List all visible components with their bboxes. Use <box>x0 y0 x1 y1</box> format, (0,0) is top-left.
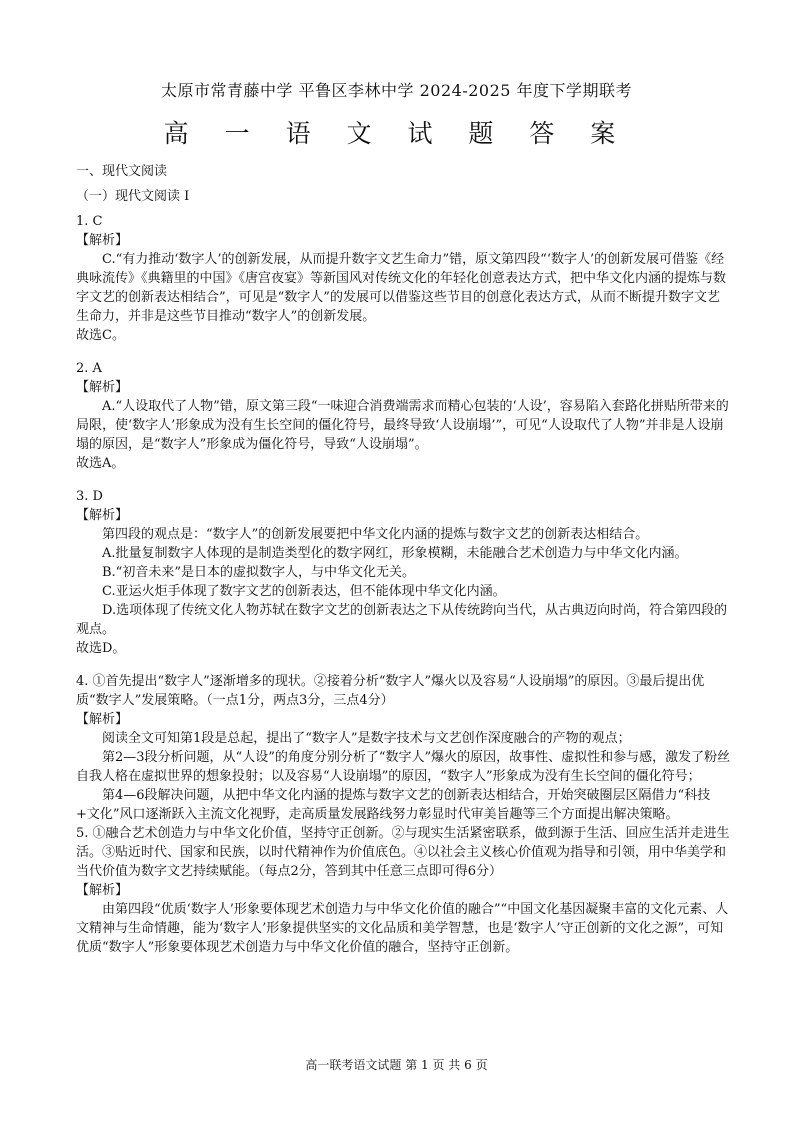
q1-analysis-label: 【解析】 <box>76 233 129 248</box>
q5-answer: 5. ①融合艺术创造力与中华文化价值，坚持守正创新。②与现实生活紧密联系，做到源于生活、回应生活并走进生活。③贴近时代、国家和民族，以时代精神作为价值底色。④以社会主义核心价值观为指导和引领，用中华美学和当代价值为数字文艺持续赋能。（每点2分，答到其中任意三点即可得6分） <box>76 826 730 879</box>
q1-conclusion: 故选C。 <box>76 328 125 343</box>
school-line: 太原市常青藤中学 平鲁区李林中学 2024-2025 年度下学期联考 <box>160 81 633 100</box>
q3-lead: 第四段的观点是：“数字人”的创新发展要把中华文化内涵的提炼与数字文艺的创新表达相结合。 <box>102 527 649 542</box>
q1-answer: 1. C <box>76 214 103 229</box>
page-title: 高 一 语 文 试 题 答 案 <box>163 119 630 148</box>
q4-analysis-label: 【解析】 <box>76 712 129 727</box>
q3-option-c: C.亚运火炬手体现了数字文艺的创新表达，但不能体现中华文化内涵。 <box>102 584 506 599</box>
q4-analysis-para-3: 第4—6段解决问题，从把中华文化内涵的提炼与数字文艺的创新表达相结合，开始突破圈层区隔借力“科技+文化”风口逐渐跃入主流文化视野，走高质量发展路线努力彰显时代审美旨趣等三个方面提出解决策略。 <box>76 788 711 822</box>
q5-analysis: 由第四段“优质‘数字人’形象要体现艺术创造力与中华文化价值的融合”“中国文化基因凝聚丰富的文化元素、人文精神与生命情趣，能为‘数字人’形象提供坚实的文化品质和美学智慧，也是‘数字人’守正创新的文化之源”，可知优质“数字人”形象要体现艺术创造力与中华文化价值的融合，坚持守正创新。 <box>76 902 729 955</box>
q3-answer: 3. D <box>76 489 103 504</box>
q4-analysis-para-1: 阅读全文可知第1段是总起，提出了“数字人”是数字技术与文艺创作深度融合的产物的观点； <box>102 731 631 746</box>
answer-content <box>76 162 732 957</box>
q3-analysis-label: 【解析】 <box>76 508 129 523</box>
q2-answer: 2. A <box>76 361 102 376</box>
q2-analysis-label: 【解析】 <box>76 380 129 395</box>
q2-conclusion: 故选A。 <box>76 456 125 471</box>
q1-analysis: C.“有力推动‘数字人’的创新发展，从而提升数字文艺生命力”错，原文第四段“‘数字人’的创新发展可借鉴《经典咏流传》《典籍里的中国》《唐宫夜宴》等新国风对传统文化的年轻化创意表达方式，把中华文化内涵的提炼与数字文艺的创新表达相结合”，可见是“数字人”的发展可以借鉴这些节目的创意化表达方式，从而不断提升数字文艺生命力，并非是这些节目推动“数字人”的创新发展。 <box>76 252 727 324</box>
q2-analysis: A.“人设取代了人物”错，原文第三段“一味迎合消费端需求而精心包装的‘人设’，容易陷入套路化拼贴所带来的局限，使‘数字人’形象成为没有生长空间的僵化符号，最终导致‘人设崩塌’”，可见“人设取代了人物”并非是人设崩塌的原因，是“数字人”形象成为僵化符号，导致“人设崩塌”。 <box>76 399 729 452</box>
q3-option-d: D.选项体现了传统文化人物苏轼在数字文艺的创新表达之下从传统跨向当代，从古典迈向时尚，符合第四段的观点。 <box>76 603 728 637</box>
q4-answer: 4. ①首先提出“数字人”逐渐增多的现状。②接着分析“数字人”爆火以及容易“人设崩塌”的原因。③最后提出优质“数字人”发展策略。（一点1分，两点3分，三点4分） <box>76 674 705 708</box>
q5-analysis-label: 【解析】 <box>76 883 129 898</box>
section-subheading: （一）现代文阅读 I <box>76 189 190 204</box>
q3-conclusion: 故选D。 <box>76 641 126 656</box>
section-heading: 一、现代文阅读 <box>76 164 168 179</box>
q3-option-b: B.“初音未来”是日本的虚拟数字人，与中华文化无关。 <box>102 565 415 580</box>
page-footer: 高一联考语文试题 第 1 页 共 6 页 <box>305 1058 488 1072</box>
q3-option-a: A.批量复制数字人体现的是制造类型化的数字网红，形象模糊，未能融合艺术创造力与中华文化内涵。 <box>102 546 688 561</box>
q4-analysis-para-2: 第2—3段分析问题，从“人设”的角度分别分析了“数字人”爆火的原因，故事性、虚拟性和参与感，激发了粉丝自我人格在虚拟世界的想象投射；以及容易“人设崩塌”的原因，“数字人”形象成为没有生长空间的僵化符号； <box>76 750 731 784</box>
